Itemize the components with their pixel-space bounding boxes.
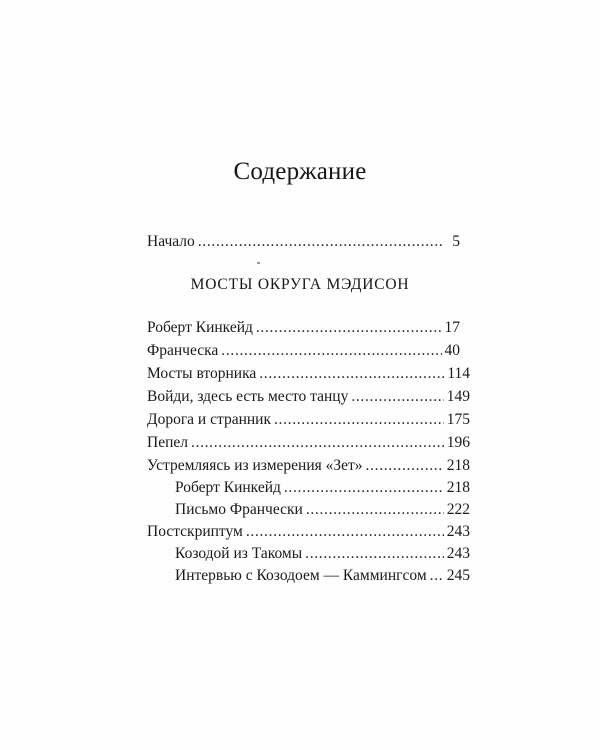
separator-mark <box>257 262 260 264</box>
toc-leader-dots <box>274 410 444 430</box>
toc-subentry[interactable] <box>175 566 470 586</box>
toc-leader-dots <box>306 500 444 520</box>
section-heading: МОСТЫ ОКРУГА МЭДИСОН <box>190 276 410 293</box>
toc-leader-dots <box>366 456 444 476</box>
toc-page-number: 218 <box>446 479 470 496</box>
toc-leader-dots <box>246 522 444 542</box>
toc-entry[interactable] <box>147 433 470 453</box>
toc-page-number: 196 <box>446 434 470 451</box>
toc-entry[interactable] <box>147 456 470 476</box>
toc-entry[interactable] <box>147 341 460 361</box>
toc-page-number: 149 <box>446 388 470 405</box>
toc-entry-label: Письмо Франчески <box>175 501 303 518</box>
toc-entry-label: Устремляясь из измерения «Зет» <box>147 457 363 474</box>
page-title: Содержание <box>233 158 367 185</box>
toc-page-number: 175 <box>446 411 470 428</box>
toc-leader-dots <box>430 566 444 586</box>
toc-page-number: 222 <box>446 501 470 518</box>
toc-page-number: 17 <box>444 319 460 336</box>
toc-leader-dots <box>284 478 444 498</box>
toc-entry[interactable] <box>147 410 470 430</box>
toc-leader-dots <box>259 364 444 384</box>
toc-page-number: 218 <box>446 457 470 474</box>
toc-page-number: 243 <box>446 545 470 562</box>
toc-entry-label: Начало <box>147 233 195 250</box>
toc-entry-label: Роберт Кинкейд <box>147 319 253 336</box>
toc-entry-label: Франческа <box>147 342 219 359</box>
toc-entry-label: Пепел <box>147 434 188 451</box>
toc-subentry[interactable] <box>175 478 470 498</box>
toc-leader-dots <box>198 232 443 252</box>
toc-page-number: 40 <box>444 342 460 359</box>
toc-entry-label: Постскриптум <box>147 523 243 540</box>
toc-page-number: 5 <box>452 233 460 250</box>
toc-entry-label: Войди, здесь есть место танцу <box>147 388 349 405</box>
toc-entry[interactable] <box>147 522 470 542</box>
toc-leader-dots <box>256 318 442 338</box>
toc-entry-label: Мосты вторника <box>147 365 257 382</box>
toc-entry-label: Козодой из Такомы <box>175 545 303 562</box>
toc-entry-intro[interactable] <box>147 232 460 252</box>
toc-page-number: 114 <box>447 365 470 382</box>
toc-leader-dots <box>221 341 441 361</box>
toc-page-number: 243 <box>446 523 470 540</box>
toc-entry[interactable] <box>147 387 470 407</box>
toc-entry[interactable] <box>147 318 460 338</box>
toc-entry-label: Роберт Кинкейд <box>175 479 281 496</box>
toc-page-number: 245 <box>446 567 470 584</box>
toc-entry-label: Интервью с Козодоем — Каммингсом <box>175 567 427 584</box>
toc-leader-dots <box>305 544 444 564</box>
toc-entry-label: Дорога и странник <box>147 411 271 428</box>
toc-leader-dots <box>191 433 444 453</box>
toc-entry[interactable] <box>147 364 470 384</box>
toc-subentry[interactable] <box>175 544 470 564</box>
toc-leader-dots <box>351 387 443 407</box>
toc-subentry[interactable] <box>175 500 470 520</box>
